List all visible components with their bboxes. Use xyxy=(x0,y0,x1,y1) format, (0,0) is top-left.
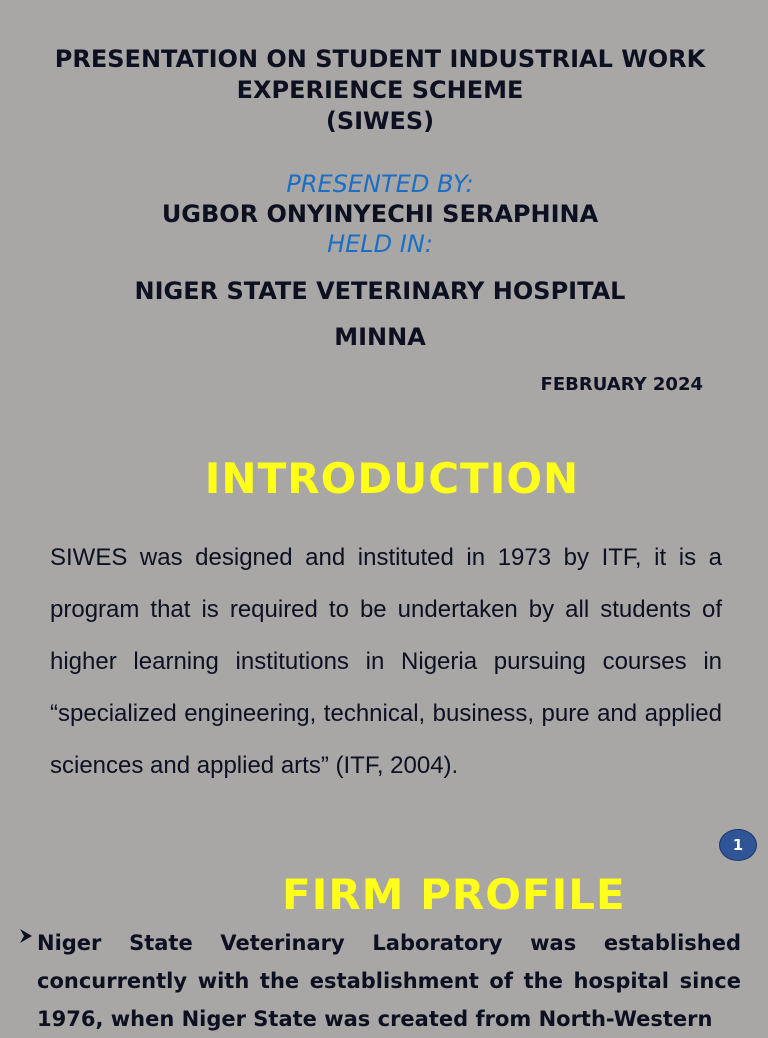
venue-city: MINNA xyxy=(334,323,426,351)
venue-name: NIGER STATE VETERINARY HOSPITAL xyxy=(134,277,626,305)
presented-by-label: PRESENTED BY: xyxy=(286,170,474,198)
presentation-date: FEBRUARY 2024 xyxy=(540,374,703,395)
firm-profile-body: Niger State Veterinary Laboratory was established concurrently with the establishment of the hospital since 1976, when Niger State was created from North-Western xyxy=(37,931,741,1031)
title-line-1: PRESENTATION ON STUDENT INDUSTRIAL WORK xyxy=(54,45,706,73)
title-line-3: (SIWES) xyxy=(325,107,435,135)
held-in-label: HELD IN: xyxy=(327,230,433,258)
introduction-body: SIWES was designed and instituted in 1973 by ITF, it is a program that is required to be undertaken by all students of higher learning institutions in Nigeria pursuing courses in “specialized engineering, technical, business, pure and applied sciences and applied arts” (ITF, 2004). xyxy=(50,544,722,779)
arrow-bullet-icon xyxy=(18,926,34,950)
title-line-2: EXPERIENCE SCHEME xyxy=(236,76,524,104)
presentation-title xyxy=(20,44,740,137)
page-number-badge: 1 xyxy=(719,829,757,861)
introduction-heading: INTRODUCTION xyxy=(204,454,580,503)
presenter-name: UGBOR ONYINYECHI SERAPHINA xyxy=(161,200,599,228)
firm-profile-heading: FIRM PROFILE xyxy=(282,870,626,919)
